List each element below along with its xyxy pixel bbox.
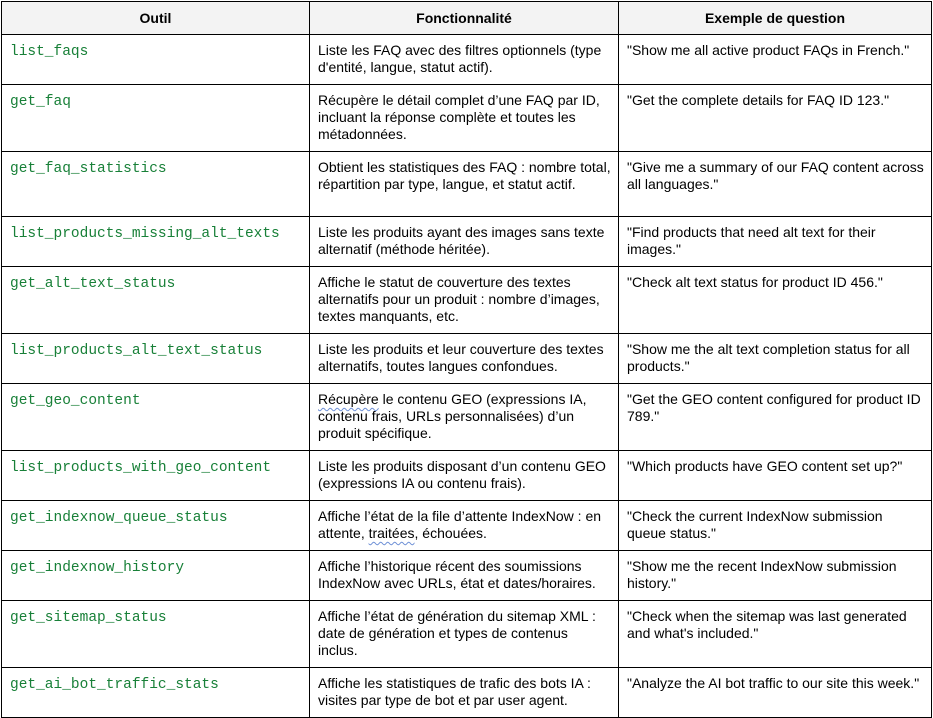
tools-table: [1, 1, 932, 718]
tool-feature: Liste les produits et leur couverture des textes alternatifs, toutes langues confondues.: [310, 334, 619, 384]
tool-example: "Show me the recent IndexNow submission history.": [619, 551, 932, 601]
table-row: [2, 267, 932, 334]
tool-name: get_indexnow_history: [2, 551, 310, 601]
tool-name: get_ai_bot_traffic_stats: [2, 668, 310, 718]
feature-text-part: , échouées.: [414, 525, 487, 541]
tool-feature: Récupère le détail complet d’une FAQ par ID, incluant la réponse complète et toutes les métadonnées.: [310, 85, 619, 152]
tool-example: "Analyze the AI bot traffic to our site this week.": [619, 668, 932, 718]
table-row: [2, 152, 932, 217]
table-row: [2, 384, 932, 451]
tool-feature: Liste les FAQ avec des filtres optionnels (type d'entité, langue, statut actif).: [310, 35, 619, 85]
tool-name: list_products_missing_alt_texts: [2, 217, 310, 267]
tool-name: get_indexnow_queue_status: [2, 501, 310, 551]
table-row: [2, 35, 932, 85]
tool-name: get_alt_text_status: [2, 267, 310, 334]
tool-name: get_geo_content: [2, 384, 310, 451]
tool-example: "Check when the sitemap was last generated and what's included.": [619, 601, 932, 668]
tool-name: list_faqs: [2, 35, 310, 85]
tool-example: "Find products that need alt text for their images.": [619, 217, 932, 267]
header-tool: Outil: [2, 2, 310, 35]
table-row: [2, 551, 932, 601]
tool-name: list_products_alt_text_status: [2, 334, 310, 384]
tool-example: "Show me all active product FAQs in French.": [619, 35, 932, 85]
feature-text-part: Récupère: [318, 391, 379, 407]
tool-feature: Affiche les statistiques de trafic des bots IA : visites par type de bot et par user agent.: [310, 668, 619, 718]
tool-example: "Which products have GEO content set up?": [619, 451, 932, 501]
tool-example: "Show me the alt text completion status for all products.": [619, 334, 932, 384]
tool-feature: [310, 384, 619, 451]
table-row: [2, 451, 932, 501]
tool-example: "Get the GEO content configured for product ID 789.": [619, 384, 932, 451]
tool-name: list_products_with_geo_content: [2, 451, 310, 501]
tool-name: get_sitemap_status: [2, 601, 310, 668]
tool-feature: [310, 501, 619, 551]
tool-feature: Affiche l’état de génération du sitemap XML : date de génération et types de contenus inclus.: [310, 601, 619, 668]
feature-text-part: le contenu GEO (expressions IA, contenu frais, URLs personnalisées) d’un produit spécifique.: [318, 391, 587, 441]
tool-example: "Check alt text status for product ID 456.": [619, 267, 932, 334]
tool-example: "Give me a summary of our FAQ content across all languages.": [619, 152, 932, 217]
header-feature: Fonctionnalité: [310, 2, 619, 35]
tool-name: get_faq_statistics: [2, 152, 310, 217]
table-row: [2, 501, 932, 551]
tool-example: "Get the complete details for FAQ ID 123.": [619, 85, 932, 152]
tool-feature: Obtient les statistiques des FAQ : nombre total, répartition par type, langue, et statut actif.: [310, 152, 619, 217]
header-row: [2, 2, 932, 35]
tool-feature: Affiche l’historique récent des soumissions IndexNow avec URLs, état et dates/horaires.: [310, 551, 619, 601]
tool-feature: Liste les produits ayant des images sans texte alternatif (méthode héritée).: [310, 217, 619, 267]
tool-example: "Check the current IndexNow submission queue status.": [619, 501, 932, 551]
tool-feature: Liste les produits disposant d’un contenu GEO (expressions IA ou contenu frais).: [310, 451, 619, 501]
table-row: [2, 601, 932, 668]
tool-name: get_faq: [2, 85, 310, 152]
table-row: [2, 668, 932, 718]
header-example: Exemple de question: [619, 2, 932, 35]
tool-feature: Affiche le statut de couverture des textes alternatifs pour un produit : nombre d’images, textes manquants, etc.: [310, 267, 619, 334]
table-row: [2, 85, 932, 152]
feature-text-part: Affiche l’état de la file d’attente IndexNow : en attente,: [318, 508, 602, 541]
table-row: [2, 217, 932, 267]
table-row: [2, 334, 932, 384]
feature-text-part: traitées: [368, 525, 415, 541]
